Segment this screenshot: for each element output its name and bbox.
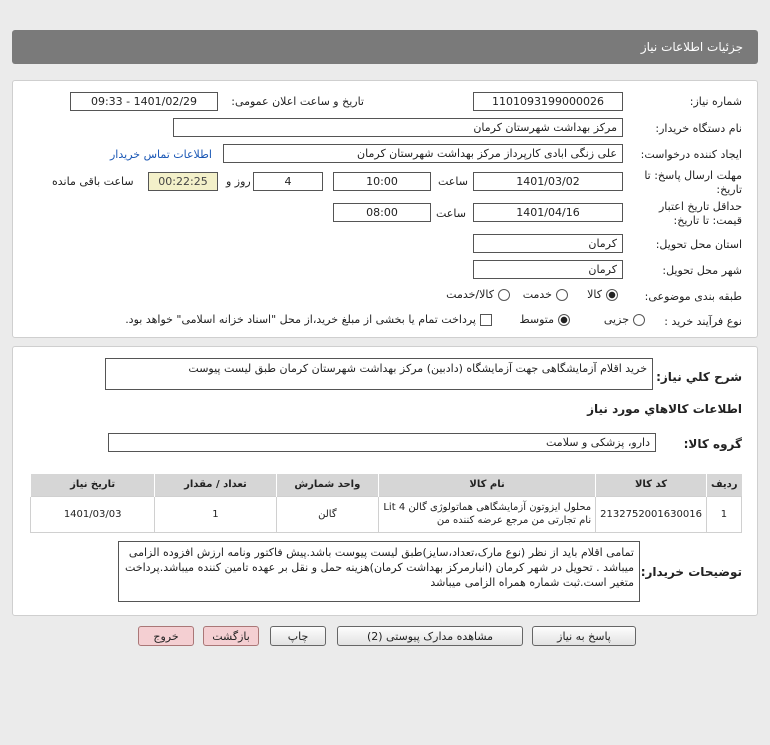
cell-qty: 1 bbox=[155, 496, 276, 532]
buyer-notes-field bbox=[118, 541, 640, 602]
description-label: شرح کلي نياز: bbox=[656, 370, 742, 384]
category-goods-radio[interactable] bbox=[606, 289, 618, 301]
city-label: شهر محل تحویل: bbox=[662, 264, 742, 277]
validity-date-field: 1401/04/16 bbox=[473, 203, 623, 222]
goods-section-title: اطلاعات کالاهاي مورد نياز bbox=[587, 402, 742, 416]
process-option-medium[interactable] bbox=[519, 313, 570, 326]
page-header bbox=[12, 30, 758, 64]
validity-time-label: ساعت bbox=[436, 207, 466, 220]
payment-checkbox[interactable] bbox=[480, 314, 492, 326]
province-field: کرمان bbox=[473, 234, 623, 253]
category-goods-service-radio[interactable] bbox=[498, 289, 510, 301]
cell-name: محلول ایزوتون آزمایشگاهی هماتولوژی گالن 4 Lit نام تجارتی من مرجع عرضه کننده من bbox=[379, 496, 596, 532]
creator-field: علی زنگی ابادی کارپرداز مرکز بهداشت شهرستان کرمان bbox=[223, 144, 623, 163]
exit-button[interactable]: خروج bbox=[138, 626, 194, 646]
buyer-org-label: نام دستگاه خریدار: bbox=[655, 122, 742, 135]
col-name: نام کالا bbox=[379, 474, 596, 496]
announce-field: 1401/02/29 - 09:33 bbox=[70, 92, 218, 111]
buyer-org-field: مرکز بهداشت شهرستان کرمان bbox=[173, 118, 623, 137]
table-row bbox=[31, 496, 742, 532]
process-option-minor[interactable] bbox=[604, 313, 645, 326]
remaining-label: ساعت باقی مانده bbox=[52, 175, 134, 188]
category-label: طبقه بندی موضوعی: bbox=[644, 290, 742, 303]
deadline-time-field: 10:00 bbox=[333, 172, 431, 191]
category-goods-label: کالا bbox=[587, 288, 602, 301]
need-number-label: شماره نیاز: bbox=[689, 95, 742, 108]
validity-label: حداقل تاریخ اعتبار bbox=[658, 200, 742, 213]
remaining-time-field: 00:22:25 bbox=[148, 172, 218, 191]
announce-label: تاریخ و ساعت اعلان عمومی: bbox=[231, 95, 364, 108]
province-label: استان محل تحویل: bbox=[655, 238, 742, 251]
buyer-notes-label: توضیحات خریدار: bbox=[640, 565, 742, 579]
process-minor-radio[interactable] bbox=[633, 314, 645, 326]
cell-date: 1401/03/03 bbox=[31, 496, 155, 532]
category-service-radio[interactable] bbox=[556, 289, 568, 301]
payment-option[interactable] bbox=[125, 313, 492, 326]
view-documents-button[interactable]: مشاهده مدارک پیوستی (2) bbox=[337, 626, 523, 646]
deadline-label: مهلت ارسال پاسخ: تا bbox=[644, 169, 742, 182]
process-medium-label: متوسط bbox=[519, 313, 554, 326]
process-label: نوع فرآیند خرید : bbox=[664, 315, 742, 328]
category-service-label: خدمت bbox=[522, 288, 552, 301]
city-field: کرمان bbox=[473, 260, 623, 279]
cell-unit: گالن bbox=[276, 496, 378, 532]
deadline-time-label: ساعت bbox=[438, 175, 468, 188]
validity-time-field: 08:00 bbox=[333, 203, 431, 222]
cell-code: 2132752001630016 bbox=[596, 496, 707, 532]
cell-index: 1 bbox=[706, 496, 741, 532]
process-minor-label: جزیی bbox=[603, 313, 629, 326]
category-goods-service-label: کالا/خدمت bbox=[446, 288, 494, 301]
print-button[interactable]: چاپ bbox=[270, 626, 326, 646]
back-button[interactable]: بازگشت bbox=[203, 626, 259, 646]
payment-note: پرداخت تمام یا بخشی از مبلغ خرید،از محل "اسناد خزانه اسلامی" خواهد بود. bbox=[125, 313, 476, 326]
goods-group-field: دارو، پزشکی و سلامت bbox=[108, 433, 656, 452]
buyer-contact-link[interactable]: اطلاعات تماس خریدار bbox=[110, 148, 212, 161]
description-text: خرید اقلام آزمایشگاهی جهت آزمایشگاه (دادبین) مرکز بهداشت شهرستان کرمان طبق لیست پیوست bbox=[188, 362, 647, 375]
creator-label: ایجاد کننده درخواست: bbox=[640, 148, 742, 161]
deadline-date-field: 1401/03/02 bbox=[473, 172, 623, 191]
description-field bbox=[105, 358, 653, 390]
days-label: روز و bbox=[226, 175, 251, 188]
deadline-label-2: تاریخ: bbox=[716, 183, 742, 196]
table-header-row bbox=[31, 474, 742, 496]
buyer-notes-text: تمامی اقلام باید از نظر (نوع مارک،تعداد،سایز)طبق لیست پیوست باشد.پیش فاکتور ونامه ارزش افزوده الزامی میباشد . تحویل در شهر کرمان (انبارمرکز بهداشت کرمان)هزینه حمل و نقل بر عهده تامین کننده میباشد.پرداخت متغیر است.ثبت شماره همراه الزامی میباشد bbox=[125, 546, 634, 589]
goods-table bbox=[30, 474, 742, 533]
col-date: تاریخ نیاز bbox=[31, 474, 155, 496]
category-option-goods-service[interactable] bbox=[446, 288, 510, 301]
goods-table-wrapper bbox=[30, 474, 742, 533]
process-medium-radio[interactable] bbox=[558, 314, 570, 326]
days-field: 4 bbox=[253, 172, 323, 191]
reply-button[interactable]: پاسخ به نیاز bbox=[532, 626, 636, 646]
col-code: کد کالا bbox=[596, 474, 707, 496]
col-qty: تعداد / مقدار bbox=[155, 474, 276, 496]
need-number-field: 1101093199000026 bbox=[473, 92, 623, 111]
col-unit: واحد شمارش bbox=[276, 474, 378, 496]
col-index: رديف bbox=[706, 474, 741, 496]
goods-group-label: گروه کالا: bbox=[683, 437, 742, 451]
category-option-goods[interactable] bbox=[587, 288, 618, 301]
page-title: جزئیات اطلاعات نیاز bbox=[640, 40, 743, 54]
category-option-service[interactable] bbox=[523, 288, 568, 301]
validity-label-2: قیمت: تا تاریخ: bbox=[673, 214, 742, 227]
